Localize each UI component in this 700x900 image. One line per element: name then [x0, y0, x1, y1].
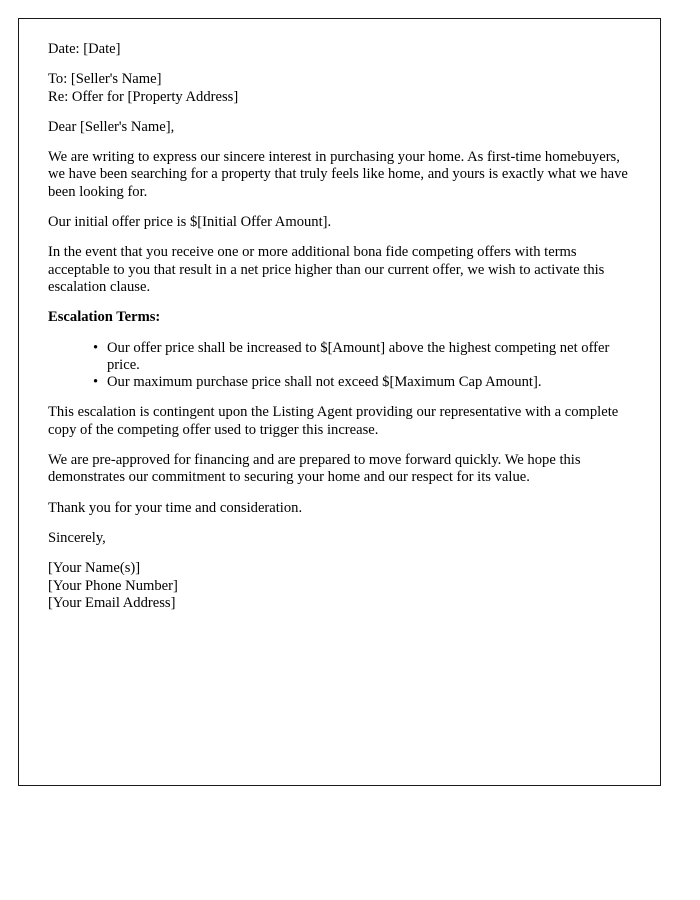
closing-salutation: Sincerely, — [48, 529, 106, 546]
paragraph-contingency: This escalation is contingent upon the Listing Agent providing our representative with a complete copy of the competing offer used to trigger this increase. — [48, 404, 619, 438]
spacer — [48, 136, 636, 149]
list-item-label: Our maximum purchase price shall not exceed $[Maximum Cap Amount]. — [107, 374, 542, 391]
spacer — [48, 487, 636, 500]
letter-content — [48, 41, 636, 612]
paragraph-offer-price: Our initial offer price is $[Initial Offer Amount]. — [48, 214, 332, 231]
salutation: Dear [Seller's Name], — [48, 118, 175, 135]
escalation-terms-list — [48, 340, 636, 392]
list-item — [93, 374, 636, 391]
spacer — [48, 106, 636, 119]
list-item-label: Our offer price shall be increased to $[Amount] above the highest competing net offer price. — [107, 339, 610, 373]
signature-phone: [Your Phone Number] — [48, 577, 178, 594]
signature-name: [Your Name(s)] — [48, 560, 141, 577]
list-item — [93, 340, 636, 375]
paragraph-intro: We are writing to express our sincere interest in purchasing your home. As first-time homebuyers, we have been searching for a property that truly feels like home, and yours is exactly what we have been looking for. — [48, 149, 628, 200]
paragraph-thanks: Thank you for your time and consideration. — [48, 499, 303, 516]
escalation-terms-heading: Escalation Terms: — [48, 309, 161, 326]
spacer — [48, 547, 636, 560]
paragraph-escalation-trigger: In the event that you receive one or more additional bona fide competing offers with terms acceptable to you that result in a net price higher than our current offer, we wish to activate this escalation clause. — [48, 244, 605, 295]
spacer — [48, 296, 636, 309]
bullet-icon: • — [93, 339, 99, 356]
spacer — [48, 327, 636, 340]
spacer — [48, 231, 636, 244]
spacer — [48, 439, 636, 452]
signature-email: [Your Email Address] — [48, 594, 176, 611]
spacer — [48, 58, 636, 71]
recipient-re-line: Re: Offer for [Property Address] — [48, 88, 239, 105]
spacer — [48, 201, 636, 214]
document-page — [18, 18, 661, 786]
spacer — [48, 517, 636, 530]
recipient-to-line: To: [Seller's Name] — [48, 71, 162, 88]
paragraph-preapproval: We are pre-approved for financing and are prepared to move forward quickly. We hope this demonstrates our commitment to securing your home and our respect for its value. — [48, 452, 581, 486]
bullet-icon: • — [93, 374, 99, 391]
spacer — [48, 391, 636, 404]
date-line: Date: [Date] — [48, 41, 121, 57]
